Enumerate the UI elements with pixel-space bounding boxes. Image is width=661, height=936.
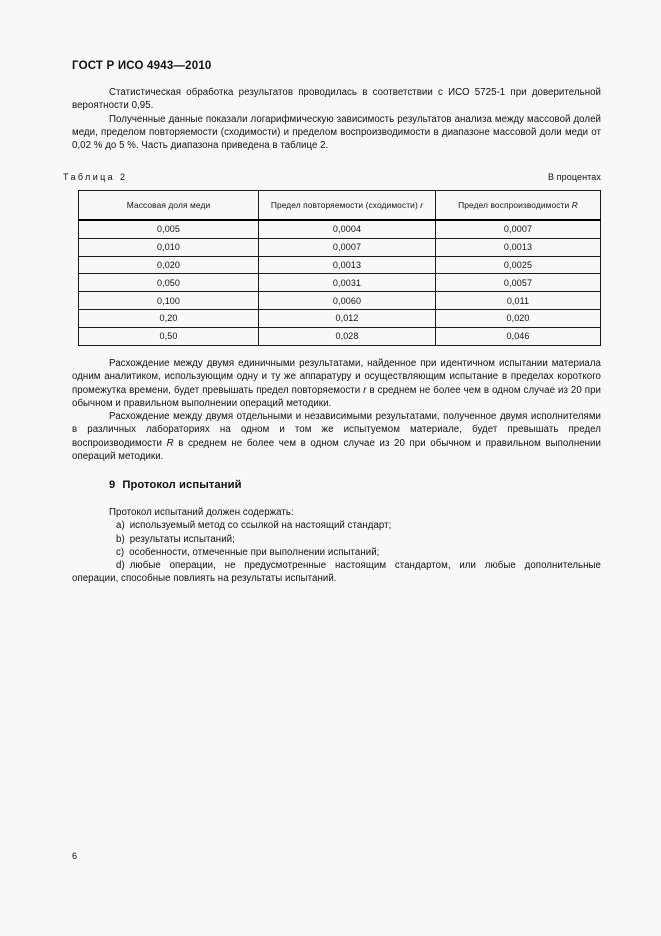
cell-repeatability: 0,0060 — [259, 292, 436, 310]
precision-notes-block — [72, 357, 601, 463]
cell-repeatability: 0,0007 — [259, 238, 436, 256]
paragraph-reproducibility-note — [72, 410, 601, 463]
cell-reproducibility: 0,0007 — [436, 220, 601, 238]
column-header-repeatability-text: Предел повторяемости (сходимости) — [270, 200, 418, 210]
cell-mass-fraction: 0,050 — [79, 274, 259, 292]
cell-reproducibility: 0,011 — [436, 292, 601, 310]
cell-repeatability: 0,0004 — [259, 220, 436, 238]
repeatability-note-part-2: в среднем не более чем в одном случае из 20 при обычном и правильном выполнении операций методики. — [72, 384, 601, 409]
list-item — [72, 519, 601, 532]
list-item-marker: a) — [116, 520, 125, 532]
table-row — [79, 309, 601, 327]
repeatability-note-symbol: r — [363, 384, 367, 396]
repeatability-symbol: r — [420, 200, 424, 210]
cell-mass-fraction: 0,005 — [79, 220, 259, 238]
list-item — [72, 533, 601, 546]
page-number: 6 — [72, 851, 78, 861]
list-item-marker: b) — [116, 533, 125, 545]
column-header-reproducibility — [436, 191, 601, 221]
table-row — [79, 238, 601, 256]
table-row — [79, 274, 601, 292]
reproducibility-note-part-1: Расхождение между двумя отдельными и независимыми результатами, полученное двумя исполнителями в различных лабораториях на одном и том же испытуемом материале, будет превышать предел воспроизводимости — [72, 411, 601, 449]
reproducibility-note-symbol: R — [166, 437, 174, 449]
reproducibility-note-part-2: в среднем не более чем в одном случае из 20 при обычном и правильном выполнении операций методики. — [72, 437, 601, 463]
column-header-reproducibility-text: Предел воспроизводимости — [458, 200, 570, 210]
column-header-mass-fraction-text: Массовая доля меди — [126, 200, 211, 210]
table-units-label: В процентах — [547, 172, 601, 182]
cell-reproducibility: 0,046 — [436, 327, 601, 345]
list-item — [72, 546, 601, 559]
table-caption — [63, 172, 601, 182]
cell-mass-fraction: 0,100 — [79, 292, 259, 310]
column-header-repeatability — [259, 191, 436, 221]
cell-mass-fraction: 0,50 — [79, 327, 259, 345]
cell-mass-fraction: 0,20 — [79, 309, 259, 327]
list-item-text: результаты испытаний; — [129, 533, 235, 545]
precision-data-table — [78, 190, 601, 346]
table-row — [79, 292, 601, 310]
table-row — [79, 327, 601, 345]
section-number: 9 — [109, 479, 116, 491]
cell-repeatability: 0,028 — [259, 327, 436, 345]
table-row — [79, 256, 601, 274]
cell-mass-fraction: 0,010 — [79, 238, 259, 256]
section-heading-test-report — [109, 479, 242, 491]
cell-repeatability: 0,012 — [259, 309, 436, 327]
paragraph-statistical-processing: Статистическая обработка результатов проводилась в соответствии с ИСО 5725-1 при доверительной вероятности 0,95. — [72, 87, 601, 112]
reproducibility-symbol: R — [571, 200, 578, 210]
cell-mass-fraction: 0,020 — [79, 256, 259, 274]
intro-text-block — [72, 86, 601, 152]
list-item — [72, 559, 601, 586]
table-caption-label: Таблица 2 — [63, 172, 128, 182]
cell-reproducibility: 0,020 — [436, 309, 601, 327]
table-header-row — [79, 191, 601, 221]
cell-repeatability: 0,0031 — [259, 274, 436, 292]
protocol-lead-text: Протокол испытаний должен содержать: — [109, 507, 294, 518]
cell-reproducibility: 0,0025 — [436, 256, 601, 274]
table-body — [79, 220, 601, 345]
running-header: ГОСТ Р ИСО 4943—2010 — [72, 60, 212, 72]
protocol-list-block — [72, 506, 601, 586]
section-title: Протокол испытаний — [122, 479, 242, 491]
paragraph-logarithmic-dependence: Полученные данные показали логарифмическую зависимость результатов анализа между массовой долей меди, пределом повторяемости (сходимости) и пределом воспроизводимости в диапазоне массовой доли меди от 0,02 % до 5 %. Часть диапазона приведена в таблице 2. — [72, 113, 601, 152]
table-row — [79, 220, 601, 238]
list-item-text: используемый метод со ссылкой на настоящий стандарт; — [129, 520, 392, 532]
paragraph-repeatability-note — [72, 357, 601, 410]
cell-reproducibility: 0,0057 — [436, 274, 601, 292]
repeatability-note-part-1: Расхождение между двумя единичными результатами, найденное при идентичном испытании материала одним аналитиком, использующим одну и ту же аппаратуру и осуществляющим испытание в пределах короткого промежутка времени, будет превышать предел повторяемости — [72, 358, 601, 396]
list-item-marker: d) — [116, 560, 125, 572]
list-item-text: особенности, отмеченные при выполнении испытаний; — [129, 546, 380, 558]
column-header-mass-fraction — [79, 191, 259, 221]
cell-repeatability: 0,0013 — [259, 256, 436, 274]
list-item-text: любые операции, не предусмотренные настоящим стандартом, или любые дополнительные операции, способные повлиять на результаты испытаний. — [72, 560, 601, 585]
cell-reproducibility: 0,0013 — [436, 238, 601, 256]
list-item-marker: c) — [116, 546, 125, 558]
